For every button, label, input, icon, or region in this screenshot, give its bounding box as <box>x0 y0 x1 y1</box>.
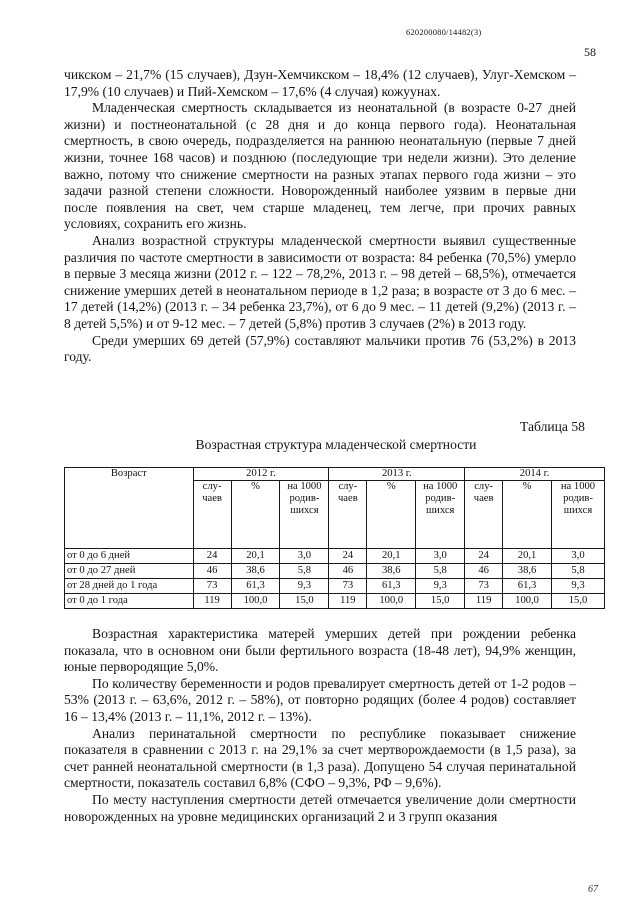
table-cell: 15,0 <box>552 594 605 609</box>
table-cell: 9,3 <box>416 579 465 594</box>
table-header-row <box>65 468 605 481</box>
page-number: 58 <box>584 45 596 59</box>
table-cell: 119 <box>193 594 231 609</box>
table-row <box>65 564 605 579</box>
sub-header-cases: слу-чаев <box>465 481 503 549</box>
row-label: от 0 до 27 дней <box>65 564 194 579</box>
table-cell: 20,1 <box>367 549 416 564</box>
table-cell: 73 <box>193 579 231 594</box>
table-cell: 15,0 <box>280 594 329 609</box>
body-text-bottom <box>64 626 576 825</box>
table-cell: 38,6 <box>503 564 552 579</box>
table-cell: 9,3 <box>280 579 329 594</box>
table-cell: 20,1 <box>503 549 552 564</box>
table-cell: 100,0 <box>231 594 280 609</box>
table-cell: 5,8 <box>280 564 329 579</box>
table-cell: 38,6 <box>367 564 416 579</box>
year-header: 2013 г. <box>329 468 465 481</box>
table-cell: 46 <box>193 564 231 579</box>
age-header: Возраст <box>65 468 194 549</box>
table-cell: 5,8 <box>416 564 465 579</box>
table-cell: 24 <box>329 549 367 564</box>
table-cell: 100,0 <box>367 594 416 609</box>
table-cell: 119 <box>465 594 503 609</box>
paragraph: Младенческая смертность складывается из неонатальной (в возрасте 0-27 дней жизни) и постнеонатальной (с 28 дня и до конца первого года). Неонатальная смертность, в свою очередь, подразделяется на раннюю неонатальную (первые 7 дней жизни, точнее 168 часов) и позднюю (последующие три недели жизни). Это деление важно, потому что снижение смертности на разных этапах первого года жизни – это задачи разной степени сложности. Новорожденный наиболее уязвим в первые дни после появления на свет, чем старше младенец, тем легче, при прочих равных условиях, сохранить его жизнь. <box>64 100 576 232</box>
paragraph: Анализ возрастной структуры младенческой смертности выявил существенные различия по частоте смертности в зависимости от возраста: 84 ребенка (70,5%) умерло в первые 3 месяца жизни (2012 г. – 122 – 78,2%, 2013 г. – 98 детей – 68,5%), отмечается снижение умерших детей в неонатальном периоде в 1,2 раза; в возрасте от 3 до 6 мес. – 17 детей (14,2%) (2013 г. – 34 ребенка 23,7%), от 6 до 9 мес. – 11 детей (9,2%) (2013 г. – 8 детей 5,5%) и от 9-12 мес. – 7 детей (5,8%) против 3 случаев (2%) в 2013 году. <box>64 232 576 331</box>
year-header: 2014 г. <box>465 468 605 481</box>
row-label: от 28 дней до 1 года <box>65 579 194 594</box>
paragraph: Возрастная характеристика матерей умерших детей при рождении ребенка показала, что в основном они были фертильного возраста (18-48 лет), 94,9% женщин, юные первородящие 5,0%. <box>64 626 576 675</box>
paragraph: чикском – 21,7% (15 случаев), Дзун-Хемчикском – 18,4% (12 случаев), Улуг-Хемском – 17,9% (10 случаев) и Пий-Хемском – 17,6% (4 случая) кожуунах. <box>64 67 576 99</box>
paragraph: Среди умерших 69 детей (57,9%) составляют мальчики против 76 (53,2%) в 2013 году. <box>64 332 576 365</box>
paragraph: По количеству беременности и родов превалирует смертность детей от 1-2 родов – 53% (2013 г. – 63,6%, 2012 г. – 58%), от повторно родящих (более 4 родов) составляет 16 – 13,4% (2013 г. – 11,1%, 2012 г. – 13%). <box>64 675 576 724</box>
paragraph: Анализ перинатальной смертности по республике показывает снижение показателя в сравнении с 2013 г. на 29,1% за счет мертворождаемости (в 1,5 раза), за счет ранней неонатальной смертности (в 1,3 раза). Допущено 54 случая перинатальной смертности, показатель составил 6,8% (СФО – 9,3%, РФ – 9,6%). <box>64 725 576 791</box>
table-title: Возрастная структура младенческой смертности <box>195 437 477 452</box>
table-cell: 46 <box>465 564 503 579</box>
sub-header-per1000: на 1000 родив-шихся <box>280 481 329 549</box>
age-structure-table <box>64 467 605 609</box>
sub-header-cases: слу-чаев <box>329 481 367 549</box>
table-cell: 15,0 <box>416 594 465 609</box>
table-row <box>65 549 605 564</box>
sub-header-cases: слу-чаев <box>193 481 231 549</box>
table-cell: 61,3 <box>503 579 552 594</box>
sub-header-per1000: на 1000 родив-шихся <box>552 481 605 549</box>
table-cell: 61,3 <box>367 579 416 594</box>
year-header: 2012 г. <box>193 468 329 481</box>
table-row <box>65 579 605 594</box>
table-cell: 24 <box>193 549 231 564</box>
sub-header-per1000: на 1000 родив-шихся <box>416 481 465 549</box>
table-cell: 100,0 <box>503 594 552 609</box>
table-cell: 9,3 <box>552 579 605 594</box>
table-cell: 20,1 <box>231 549 280 564</box>
table-cell: 61,3 <box>231 579 280 594</box>
sub-header-percent: % <box>503 481 552 549</box>
row-label: от 0 до 6 дней <box>65 549 194 564</box>
sub-header-percent: % <box>367 481 416 549</box>
table-cell: 5,8 <box>552 564 605 579</box>
table-cell: 73 <box>465 579 503 594</box>
row-label: от 0 до 1 года <box>65 594 194 609</box>
body-text-top <box>64 67 576 366</box>
sub-header-percent: % <box>231 481 280 549</box>
table-cell: 38,6 <box>231 564 280 579</box>
document-code: 620200080/14482(3) <box>406 27 482 37</box>
table-cell: 3,0 <box>416 549 465 564</box>
table-row <box>65 594 605 609</box>
handwritten-margin-mark: 67 <box>588 884 598 895</box>
table-cell: 46 <box>329 564 367 579</box>
table-cell: 3,0 <box>280 549 329 564</box>
table-cell: 73 <box>329 579 367 594</box>
table-cell: 3,0 <box>552 549 605 564</box>
table-cell: 119 <box>329 594 367 609</box>
paragraph: По месту наступления смертности детей отмечается увеличение доли смертности новорожденных на уровне медицинских организаций 2 и 3 групп оказания <box>64 791 576 824</box>
table-label: Таблица 58 <box>520 419 585 434</box>
table-cell: 24 <box>465 549 503 564</box>
